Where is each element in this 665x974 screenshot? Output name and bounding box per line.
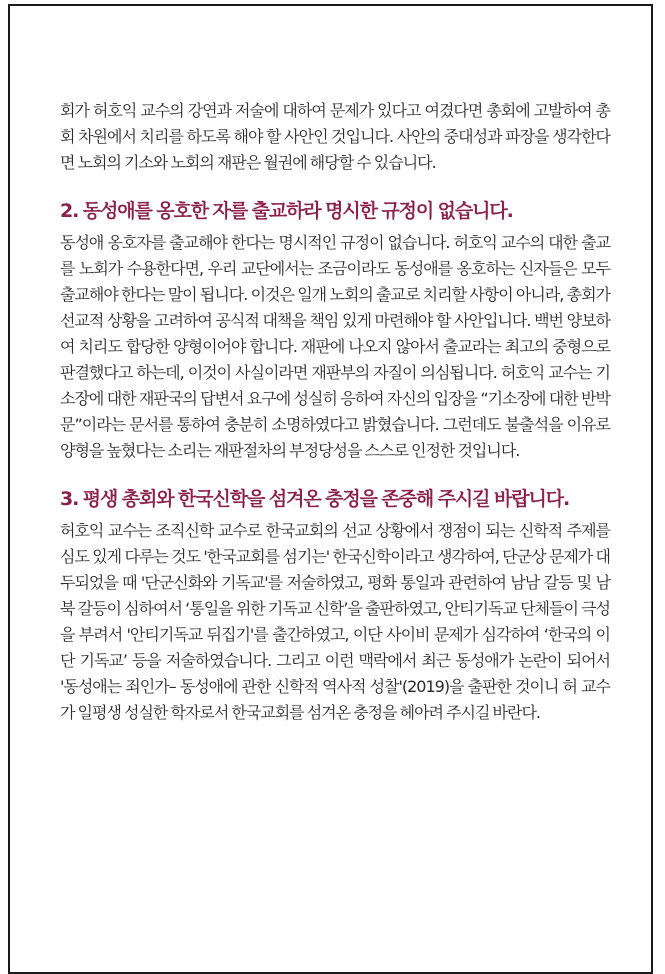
section-3-body: 허호익 교수는 조직신학 교수로 한국교회의 선교 상황에서 쟁점이 되는 신학적 주제를 심도 있게 다루는 것도 '한국교회를 섬기는' 한국신학이라고 생각하여, 단군상 문제가 대두되었을 때 '단군신화와 기독교'를 저술하였고, 평화 통일과 관련하여 남남 갈등 및 남북 갈등이 심하여서 ‘통일을 위한 기독교 신학’을 출판하였고, 안티기독교 단체들이 극성을 부려서 '안티기독교 뒤집기'를 출간하였고, 이단 사이비 문제가 심각하여 ‘한국의 이단 기독교’ 등을 저술하였습니다. 그리고 이런 맥락에서 최근 동성애가 논란이 되어서 '동성애는 죄인가– 동성애에 관한 신학적 역사적 성찰'(2019)을 출판한 것이니 허 교수가 일평생 성실한 학자로서 한국교회를 섬겨온 충정을 헤아려 주시길 바란다. — [60, 521, 610, 722]
section-2-body: 동성애 옹호자를 출교해야 한다는 명시적인 규정이 없습니다. 허호익 교수의 대한 출교를 노회가 수용한다면, 우리 교단에서는 조금이라도 동성애를 옹호하는 신자들은 모두 출교해야 한다는 말이 됩니다. 이것은 일개 노회의 출교로 치리할 사항이 아니라, 총회가 선교적 상황을 고려하여 공식적 대책을 책임 있게 마련해야 할 사안입니다. 백번 양보하여 치리도 합당한 양형이어야 합니다. 재판에 나오지 않아서 출교라는 최고의 중형으로 판결했다고 하는데, 이것이 사실이라면 재판부의 자질이 의심됩니다. 허호익 교수는 기소장에 대한 재판국의 답변서 요구에 성실히 응하여 자신의 입장을 “기소장에 대한 반박문”이라는 문서를 통하여 충분히 소명하였다고 밝혔습니다. 그런데도 불출석을 이유로 양형을 높혔다는 소리는 재판절차의 부정당성을 스스로 인정한 것입니다. — [60, 233, 610, 460]
section-2-heading: 2. 동성애를 옹호한 자를 출교하라 명시한 규정이 없습니다. — [60, 200, 513, 222]
document-body — [60, 98, 610, 726]
intro-paragraph: 회가 허호익 교수의 강연과 저술에 대하여 문제가 있다고 여겼다면 총회에 고발하여 총회 차원에서 치리를 하도록 해야 할 사안인 것입니다. 사안의 중대성과 파장을 생각한다면 노회의 기소와 노회의 재판은 월권에 해당할 수 있습니다. — [60, 101, 610, 172]
section-3-heading: 3. 평생 총회와 한국신학을 섬겨온 충정을 존중해 주시길 바랍니다. — [60, 488, 570, 510]
